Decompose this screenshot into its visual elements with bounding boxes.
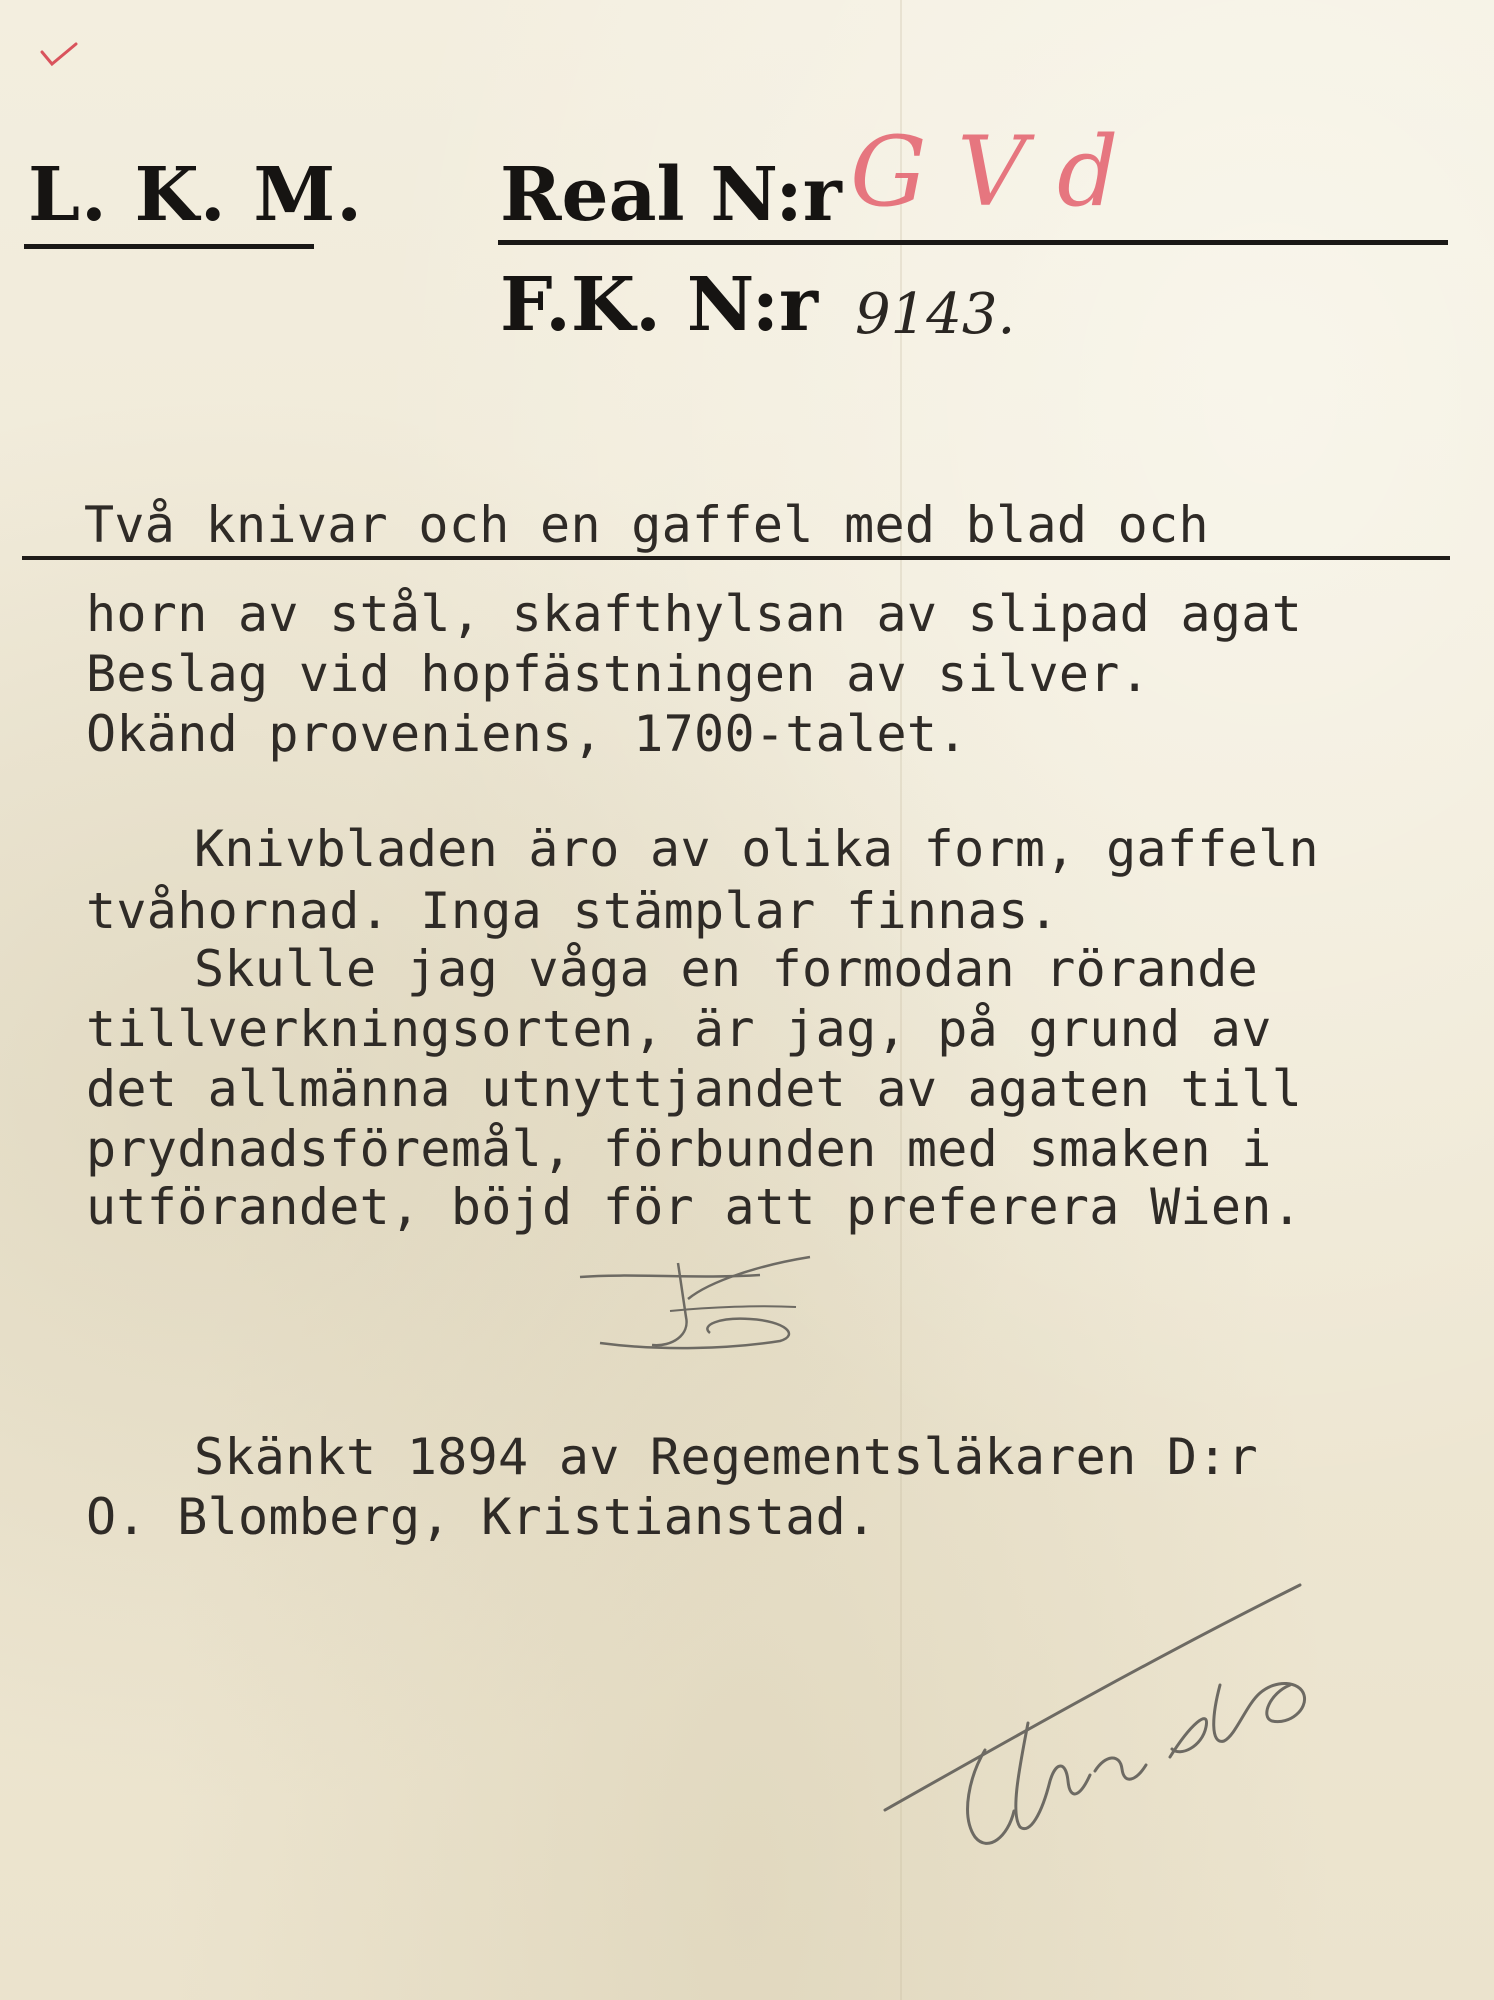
description-line: det allmänna utnyttjandet av agaten till (86, 1060, 1303, 1118)
description-line: tillverkningsorten, är jag, på grund av (86, 1000, 1272, 1058)
donation-line: Skänkt 1894 av Regementsläkaren D:r (194, 1428, 1259, 1486)
fk-number-label: F.K. N:r (500, 262, 819, 348)
handwritten-signature (880, 1575, 1400, 1875)
description-line: tvåhornad. Inga stämplar finnas. (86, 882, 1059, 940)
description-line: Beslag vid hopfästningen av silver. (86, 645, 1151, 703)
donation-line: O. Blomberg, Kristianstad. (86, 1488, 877, 1546)
institution-label: L. K. M. (28, 152, 364, 238)
description-line: prydnadsföremål, förbunden med smaken i (86, 1120, 1272, 1178)
description-line: horn av stål, skafthylsan av slipad agat (86, 585, 1303, 643)
real-number-value: G V d (850, 116, 1119, 228)
description-line: Knivbladen äro av olika form, gaffeln (194, 820, 1319, 878)
real-number-label: Real N:r (500, 152, 842, 238)
pencil-flourish-mark (560, 1255, 860, 1365)
description-line: utförandet, böjd för att preferera Wien. (86, 1178, 1303, 1236)
fk-number-value: 9143. (855, 282, 1016, 347)
description-line: Skulle jag våga en formodan rörande (194, 940, 1259, 998)
description-line: Okänd proveniens, 1700-talet. (86, 705, 968, 763)
title-underline (22, 556, 1450, 560)
real-number-underline (498, 240, 1448, 245)
description-title-line: Två knivar och en gaffel med blad och (84, 496, 1209, 554)
institution-underline (24, 244, 314, 249)
checkmark-icon (38, 38, 82, 78)
